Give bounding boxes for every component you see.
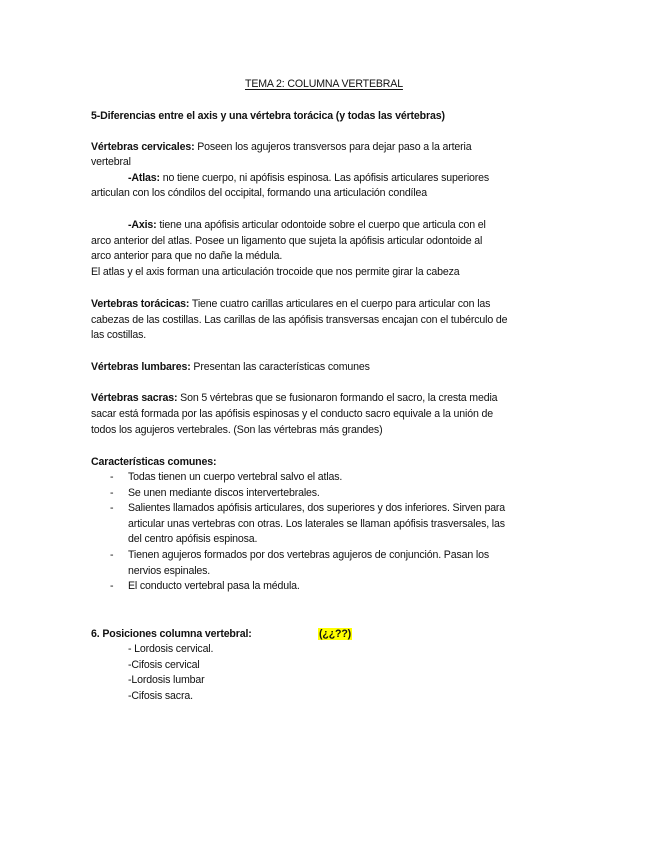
list-bullet: -	[110, 549, 114, 561]
list-item-continuation: articular unas vertebras con otras. Los laterales se llaman apófisis trasversales, las	[128, 518, 505, 530]
highlight-badge: (¿¿??)	[319, 628, 352, 640]
cervicales-paragraph-line2: vertebral	[91, 156, 131, 168]
posicion-item: -Lordosis lumbar	[128, 674, 205, 686]
list-bullet: -	[110, 487, 114, 499]
posicion-item: - Lordosis cervical.	[128, 643, 214, 655]
section-6-heading: 6. Posiciones columna vertebral:	[91, 628, 252, 640]
atlas-paragraph-line2: articulan con los cóndilos del occipital, formando una articulación condílea	[91, 187, 428, 199]
cervicales-paragraph-line1: Vértebras cervicales: Poseen los agujeros transversos para dejar paso a la arteria	[91, 141, 472, 153]
list-item: Todas tienen un cuerpo vertebral salvo el atlas.	[128, 471, 343, 483]
list-item: Salientes llamados apófisis articulares, dos superiores y dos inferiores. Sirven para	[128, 502, 506, 514]
toracicas-paragraph-line2: cabezas de las costillas. Las carillas de las apófisis transversas encajan con el tubérculo de	[91, 314, 508, 326]
list-item: El conducto vertebral pasa la médula.	[128, 580, 300, 592]
axis-paragraph-line2: arco anterior del atlas. Posee un ligamento que sujeta la apófisis articular odontoide al	[91, 235, 483, 247]
list-item: Se unen mediante discos intervertebrales.	[128, 487, 320, 499]
lumbares-paragraph: Vértebras lumbares: Presentan las características comunes	[91, 361, 370, 373]
atlas-paragraph-line1: -Atlas: no tiene cuerpo, ni apófisis espinosa. Las apófisis articulares superiores	[128, 172, 490, 184]
list-bullet: -	[110, 580, 114, 592]
toracicas-paragraph-line3: las costillas.	[91, 329, 147, 341]
axis-paragraph-line3: arco anterior para que no dañe la médula.	[91, 250, 283, 262]
axis-paragraph-line1: -Axis: tiene una apófisis articular odontoide sobre el cuerpo que articula con el	[128, 219, 486, 231]
sacras-paragraph-line2: sacar está formada por las apófisis espinosas y el conducto sacro equivale a la unión de	[91, 408, 493, 420]
list-bullet: -	[110, 502, 114, 514]
toracicas-paragraph-line1: Vertebras torácicas: Tiene cuatro carillas articulares en el cuerpo para articular con las	[91, 298, 491, 310]
list-item-continuation: nervios espinales.	[128, 565, 211, 577]
list-item-continuation: del centro apófisis espinosa.	[128, 533, 258, 545]
comunes-heading: Características comunes:	[91, 456, 217, 468]
section-5-heading: 5-Diferencias entre el axis y una vértebra torácica (y todas las vértebras)	[91, 110, 445, 122]
posicion-item: -Cifosis sacra.	[128, 690, 193, 702]
posicion-item: -Cifosis cervical	[128, 659, 200, 671]
axis-paragraph-line4: El atlas y el axis forman una articulación trocoide que nos permite girar la cabeza	[91, 266, 460, 278]
sacras-paragraph-line1: Vértebras sacras: Son 5 vértebras que se fusionaron formando el sacro, la cresta media	[91, 392, 498, 404]
list-bullet: -	[110, 471, 114, 483]
page-title: TEMA 2: COLUMNA VERTEBRAL	[245, 78, 403, 90]
list-item: Tienen agujeros formados por dos vertebras agujeros de conjunción. Pasan los	[128, 549, 489, 561]
sacras-paragraph-line3: todos los agujeros vertebrales. (Son las vértebras más grandes)	[91, 424, 383, 436]
